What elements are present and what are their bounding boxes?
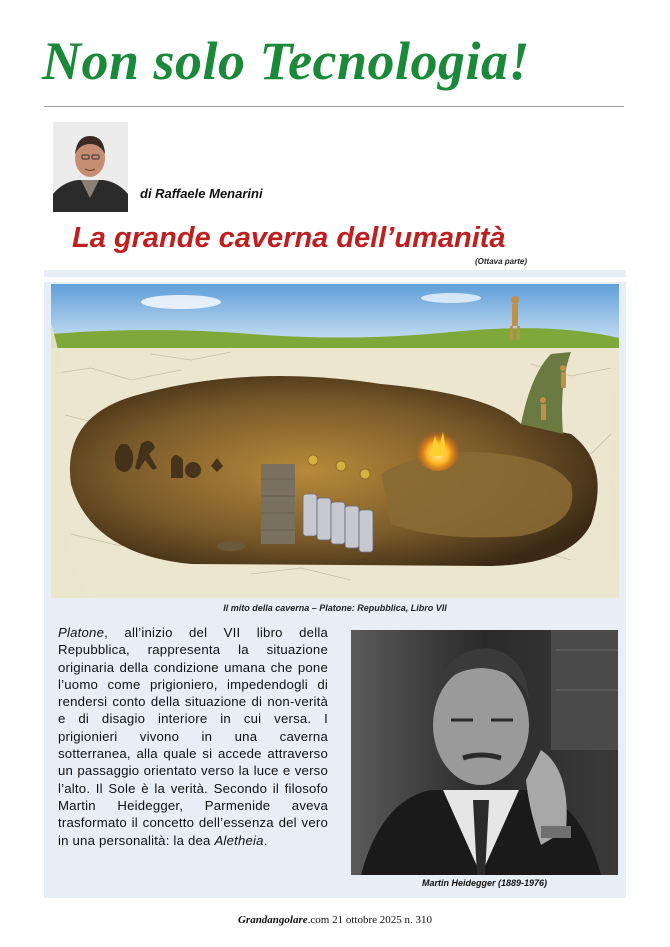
footer-info: .com 21 ottobre 2025 n. 310: [307, 914, 433, 926]
body-end-text: .: [263, 832, 268, 848]
footer-brand: Grandangolare: [237, 914, 308, 926]
page-footer: [0, 914, 670, 926]
body-main-text: , all’inizio del VII libro della Repubblica, rappresenta la situazione originaria della condizione umana che pone l’uomo come prigioniero, impedendogli di rendersi conto della situazione di non-verità e di disagio interiore in cui versa. I prigionieri vivono in una caverna sotterranea, alla quale si accede attraverso un passaggio orientato verso la luce e verso l’alto. Il Sole è la verità. Secondo il filosofo Martin Heidegger, Parmenide aveva trasformato il concetto dell’essenza del vero in una personalità: la dea: [58, 625, 328, 848]
masthead-title: Non solo Tecnologia!: [42, 31, 531, 91]
author-photo: [53, 122, 128, 212]
cave-caption: Il mito della caverna – Platone: Repubblica, Libro VII: [223, 603, 447, 613]
header-divider: [44, 106, 624, 107]
article-body: [58, 624, 328, 849]
author-byline: di Raffaele Menarini: [140, 186, 263, 201]
title-band: [44, 270, 626, 277]
cave-illustration: [51, 284, 619, 598]
heidegger-photo: [351, 630, 618, 875]
article-subtitle: (Ottava parte): [475, 257, 528, 266]
body-aletheia-italic: Aletheia: [214, 832, 264, 848]
body-lead-italic: Platone: [58, 625, 105, 640]
heidegger-caption: Martin Heidegger (1889-1976): [421, 878, 548, 888]
article-title: La grande caverna dell’umanità: [72, 222, 506, 254]
